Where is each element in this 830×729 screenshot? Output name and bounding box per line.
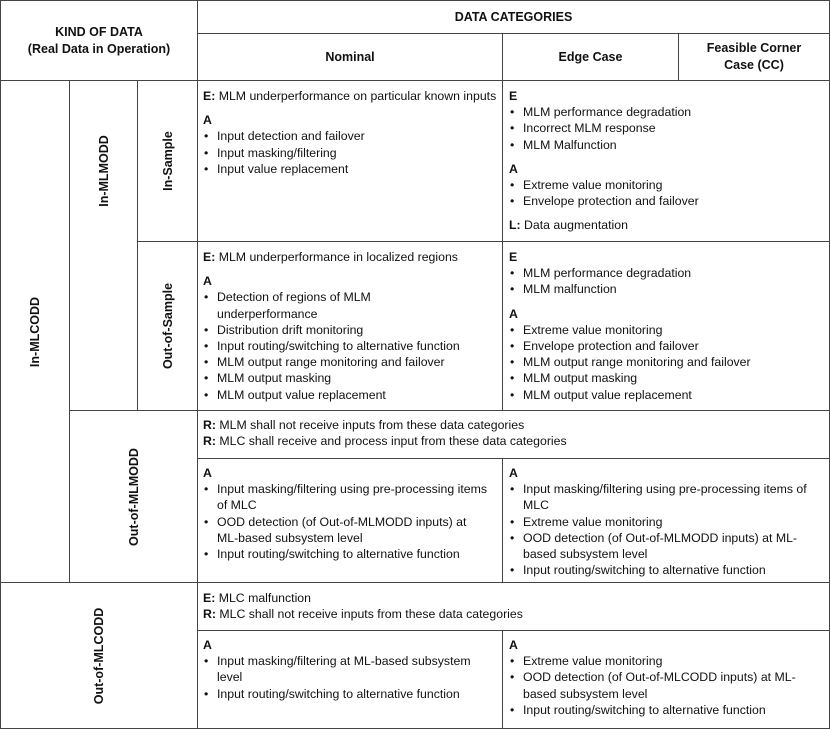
list-item: • Input masking/filtering using pre-processing items of MLC — [203, 481, 498, 513]
out-of-sample-nominal-cell — [203, 249, 498, 403]
list-item: • OOD detection (of Out-of-MLMODD inputs) at ML-based subsystem level — [203, 514, 498, 546]
out-of-mlmodd-label: Out-of-MLMODD — [126, 447, 141, 546]
key-a: A — [509, 466, 518, 480]
key-a: A — [203, 113, 212, 128]
out-of-mlmodd-nominal-a-list — [203, 481, 498, 562]
list-item: • Detection of regions of MLM underperformance — [203, 289, 498, 321]
out-of-mlmodd-r2 — [203, 433, 827, 449]
list-item: • Distribution drift monitoring — [203, 322, 498, 338]
in-sample-edge-e-list — [509, 104, 827, 153]
out-of-mlmodd-edge-cell — [509, 465, 827, 578]
list-item: • MLM output range monitoring and failover — [203, 354, 498, 370]
list-item: • MLM output value replacement — [509, 387, 827, 403]
key-a: A — [203, 466, 212, 480]
out-of-mlmodd-r2-text: MLC shall receive and process input from these data categories — [219, 434, 567, 449]
key-a: A — [509, 638, 518, 652]
kind-of-data-header — [1, 1, 197, 80]
key-l: L: — [509, 218, 521, 233]
out-of-sample-nominal-e — [203, 249, 498, 265]
key-r: R: — [203, 607, 216, 622]
edge-case-header — [503, 34, 678, 80]
out-of-sample-nominal-e-text: MLM underperformance in localized regions — [218, 250, 458, 264]
list-item: • Input routing/switching to alternative function — [203, 338, 498, 354]
list-item: • MLM performance degradation — [509, 104, 827, 120]
in-sample-divider — [137, 241, 830, 242]
out-of-mlmodd-r1-text: MLM shall not receive inputs from these data categories — [219, 418, 525, 432]
key-a: A — [509, 306, 518, 321]
list-item: • MLM performance degradation — [509, 265, 827, 281]
key-e: E — [509, 89, 518, 103]
list-item: • OOD detection (of Out-of-MLCODD inputs) at ML-based subsystem level — [509, 669, 827, 701]
list-item: • Input value replacement — [203, 161, 498, 177]
list-item: • MLM output range monitoring and failover — [509, 354, 827, 370]
key-a: A — [203, 274, 212, 289]
list-item: • Input masking/filtering using pre-processing items of MLC — [509, 481, 827, 513]
out-of-mlcodd-label: Out-of-MLCODD — [92, 607, 106, 704]
list-item: • Extreme value monitoring — [509, 177, 827, 193]
out-of-mlmodd-nominal-cell — [203, 465, 498, 562]
list-item: • OOD detection (of Out-of-MLMODD inputs) at ML-based subsystem level — [509, 530, 827, 562]
out-of-mlcodd-nominal-cell — [203, 637, 498, 702]
in-sample-edge-a-list — [509, 177, 827, 209]
in-sample-nominal-e-text: MLM underperformance on particular known inputs — [218, 89, 497, 103]
in-sample-label: In-Sample — [160, 131, 175, 191]
list-item: • MLM output value replacement — [203, 387, 498, 403]
kind-of-data-title: KIND OF DATA — [55, 24, 143, 39]
out-of-mlcodd-er-cell — [203, 590, 827, 622]
in-mlmodd-label-cell — [70, 81, 137, 411]
out-of-sample-edge-e-list — [509, 265, 827, 297]
corner-case-title-line1: Feasible Corner — [706, 41, 802, 55]
data-categories-title: DATA CATEGORIES — [454, 9, 573, 24]
key-e: E: — [203, 89, 216, 103]
out-of-mlmodd-r1 — [203, 417, 827, 433]
out-of-mlmodd-r-cell — [203, 417, 827, 449]
key-a: A — [509, 161, 518, 176]
list-item: • Input routing/switching to alternative function — [203, 546, 498, 562]
list-item: • Input masking/filtering at ML-based subsystem level — [203, 653, 498, 685]
in-sample-edge-l — [509, 217, 827, 233]
list-item: • Envelope protection and failover — [509, 193, 827, 209]
out-of-mlcodd-nominal-a-list — [203, 653, 498, 702]
out-of-sample-edge-cell — [509, 249, 827, 403]
in-sample-label-cell — [138, 81, 197, 241]
list-item: • Extreme value monitoring — [509, 322, 827, 338]
nominal-title: Nominal — [325, 49, 375, 64]
list-item: • Input routing/switching to alternative function — [509, 562, 827, 578]
out-of-mlmodd-label-cell — [70, 411, 197, 582]
key-e: E — [509, 250, 518, 264]
out-of-sample-edge-a-list — [509, 322, 827, 403]
in-mlcodd-label: In-MLCODD — [28, 296, 42, 367]
out-of-mlcodd-r — [203, 606, 827, 622]
out-mlcodd-r-divider — [197, 630, 830, 631]
key-e: E: — [203, 250, 216, 264]
corner-case-header — [679, 34, 829, 80]
nominal-edge-divider — [502, 33, 503, 410]
corner-case-title-line2: Case (CC) — [724, 58, 784, 72]
out-of-mlcodd-e-text: MLC malfunction — [218, 591, 311, 605]
in-mlmodd-label: In-MLMODD — [96, 135, 111, 207]
list-item: • MLM Malfunction — [509, 137, 827, 153]
edge-case-title: Edge Case — [558, 49, 623, 64]
list-item: • Envelope protection and failover — [509, 338, 827, 354]
nominal-edge-divider-3 — [502, 630, 503, 728]
list-item: • MLM malfunction — [509, 281, 827, 297]
out-of-mlcodd-label-cell — [1, 583, 197, 728]
nominal-edge-divider-2 — [502, 458, 503, 582]
in-mlcodd-label-cell — [1, 81, 69, 582]
out-of-mlcodd-r-text: MLC shall not receive inputs from these data categories — [219, 607, 523, 622]
list-item: • Input masking/filtering — [203, 145, 498, 161]
key-r: R: — [203, 418, 216, 432]
out-of-mlcodd-edge-cell — [509, 637, 827, 718]
in-sample-edge-l-text: Data augmentation — [524, 218, 628, 233]
list-item: • Input detection and failover — [203, 128, 498, 144]
list-item: • Incorrect MLM response — [509, 120, 827, 136]
kind-of-data-subtitle: (Real Data in Operation) — [27, 41, 171, 56]
out-of-mlcodd-edge-a-list — [509, 653, 827, 718]
kind-col-divider — [197, 0, 198, 729]
out-of-sample-label: Out-of-Sample — [160, 282, 175, 370]
key-a: A — [203, 638, 212, 652]
list-item: • Extreme value monitoring — [509, 653, 827, 669]
in-sample-nominal-e — [203, 88, 498, 104]
list-item: • Extreme value monitoring — [509, 514, 827, 530]
list-item: • MLM output masking — [509, 370, 827, 386]
key-e: E: — [203, 591, 216, 605]
out-of-sample-nominal-a-list — [203, 289, 498, 402]
list-item: • Input routing/switching to alternative function — [509, 702, 827, 718]
in-sample-edge-cell — [509, 88, 827, 234]
in-sample-nominal-cell — [203, 88, 498, 177]
out-mlmodd-r-divider — [197, 458, 830, 459]
key-r: R: — [203, 434, 216, 449]
out-of-sample-label-cell — [138, 242, 197, 410]
list-item: • MLM output masking — [203, 370, 498, 386]
data-categories-header — [198, 1, 829, 33]
nominal-header — [198, 34, 502, 80]
out-of-mlmodd-edge-a-list — [509, 481, 827, 578]
out-of-mlcodd-e — [203, 590, 827, 606]
list-item: • Input routing/switching to alternative function — [203, 686, 498, 702]
in-sample-nominal-a-list — [203, 128, 498, 177]
